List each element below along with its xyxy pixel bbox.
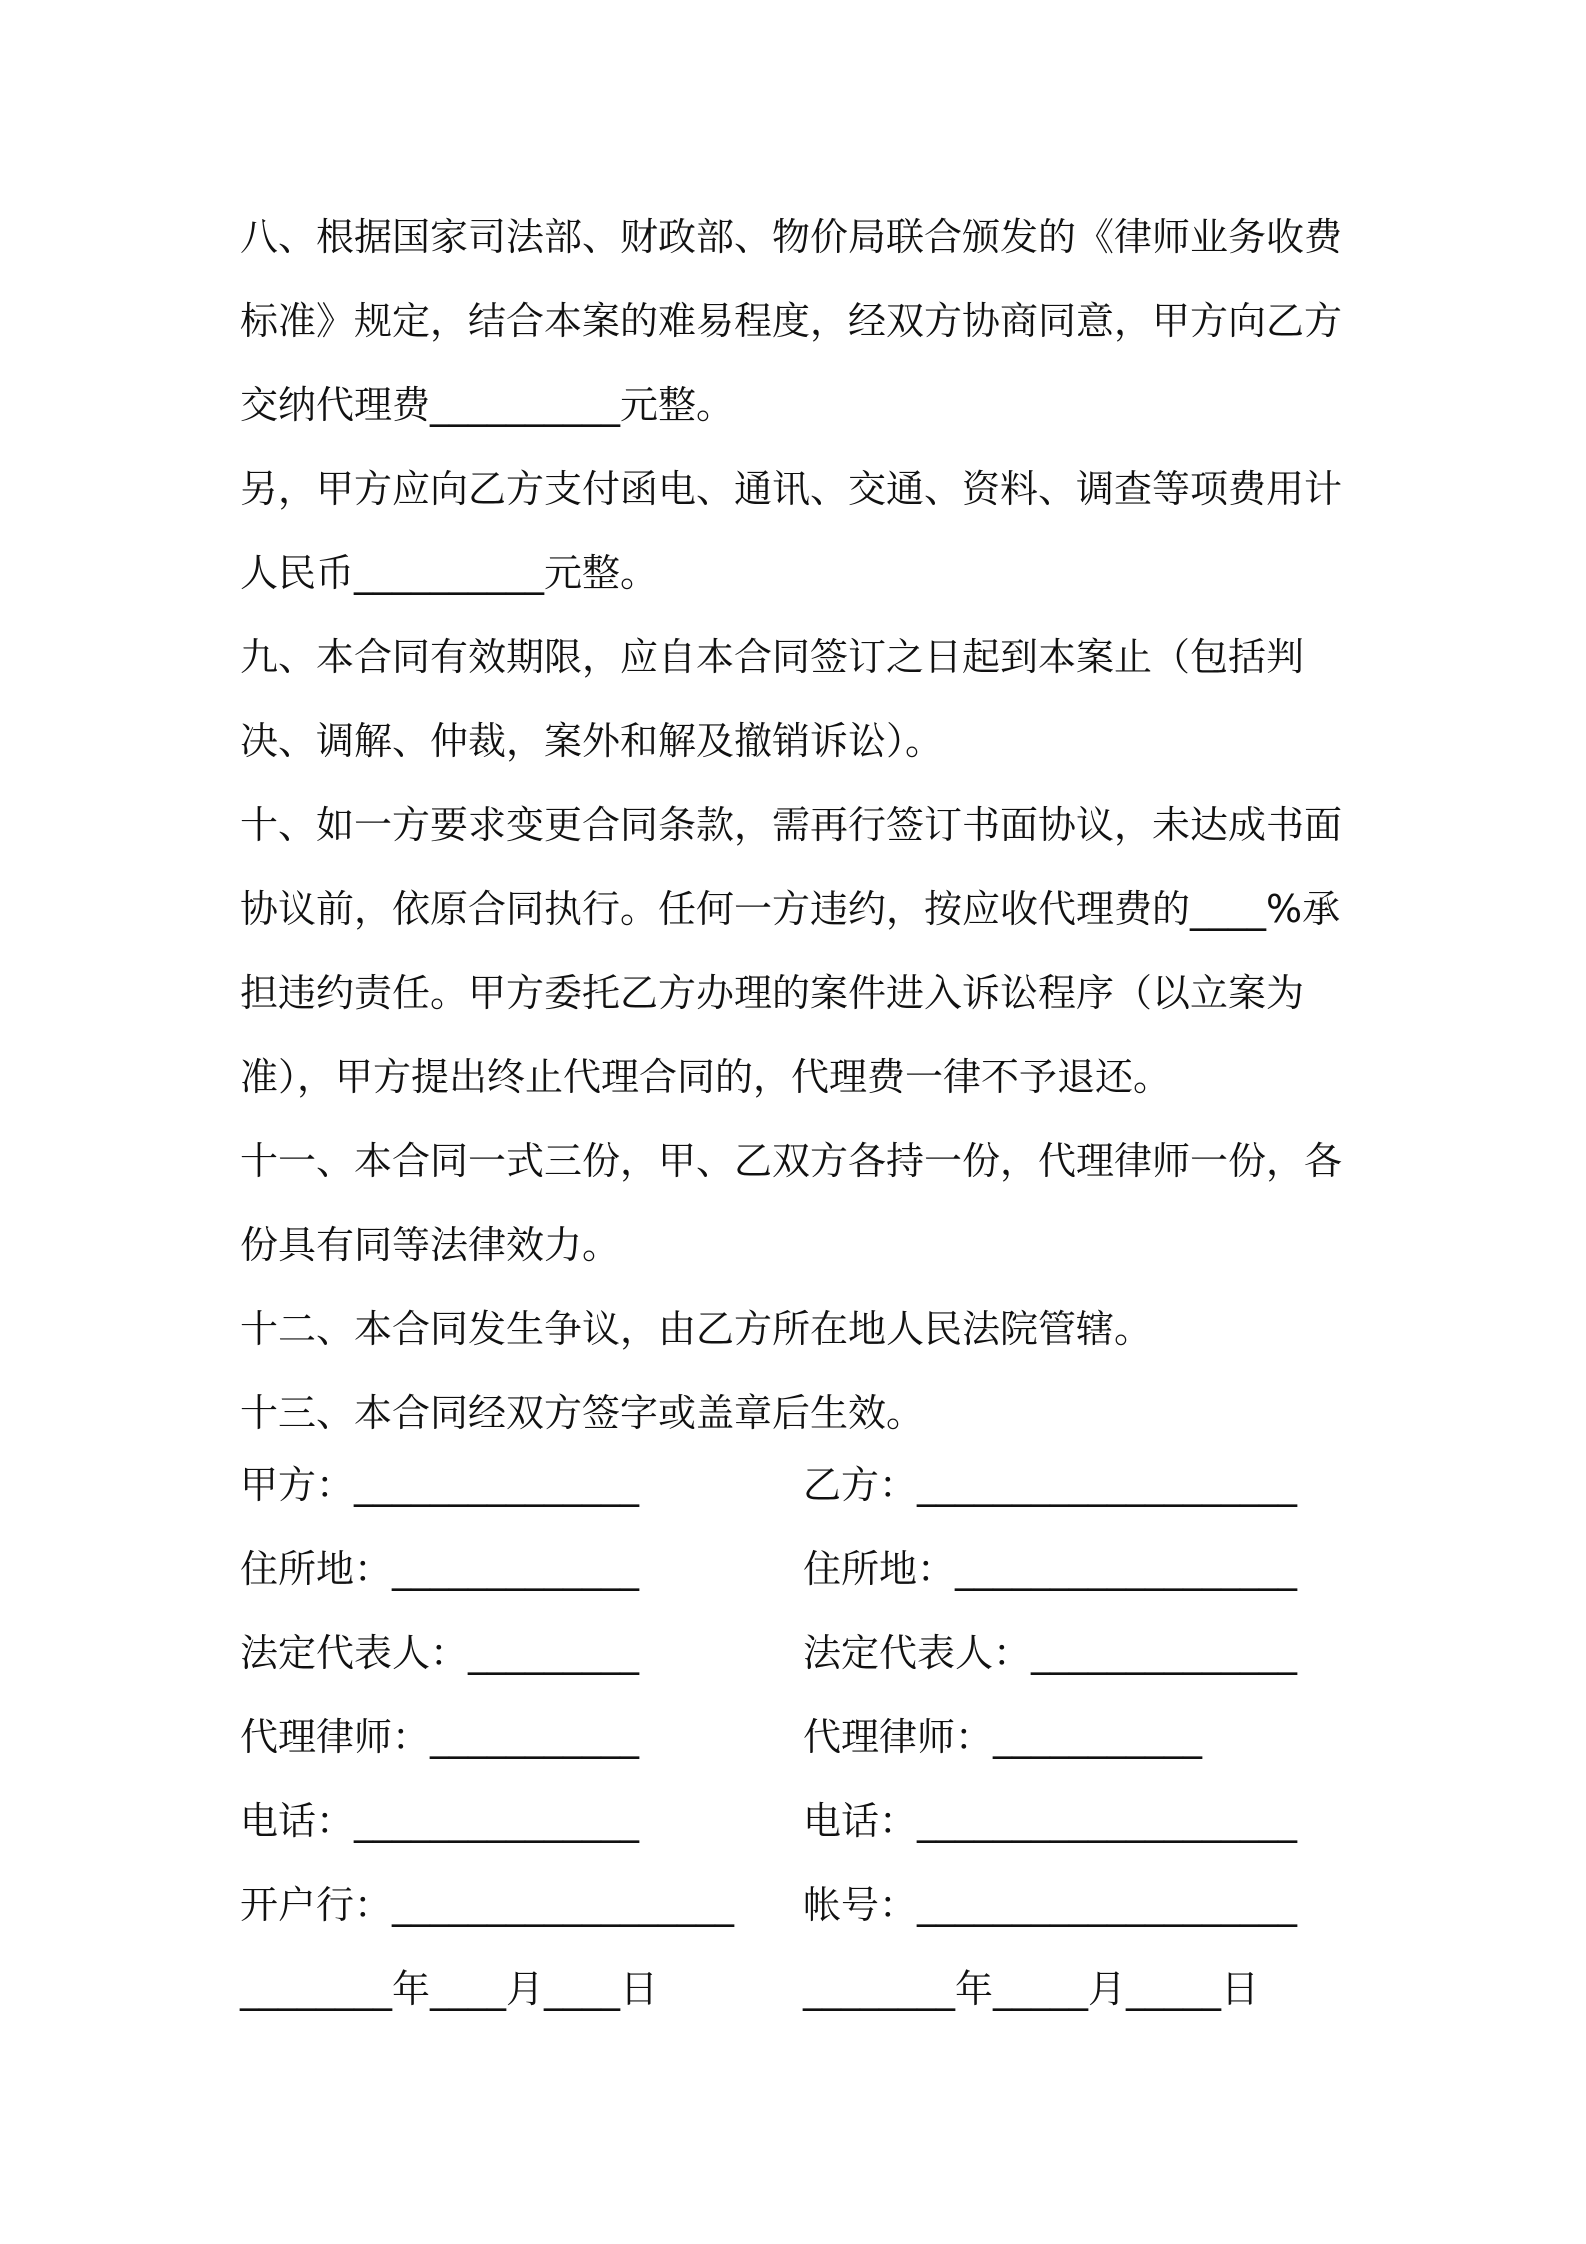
account-b-line: 帐号：____________________: [803, 1883, 1298, 1927]
clause-jurisdiction: 十二、本合同发生争议，由乙方所在地人民法院管辖。: [240, 1307, 1153, 1351]
clause-extra-fees: 另，甲方应向乙方支付函电、通讯、交通、资料、调查等项费用计人民币__________元整。: [240, 467, 1343, 595]
date-a-line: ________年____月____日: [240, 1967, 659, 2011]
signature-row-representative: [240, 1611, 1370, 1695]
date-b-line: ________年_____月_____日: [803, 1967, 1260, 2011]
signature-row-address: [240, 1527, 1370, 1611]
phone-a-line: 电话：_______________: [240, 1799, 640, 1843]
signature-row-bank: [240, 1863, 1370, 1947]
lawyer-b-line: 代理律师：___________: [803, 1715, 1203, 1759]
address-b-line: 住所地：__________________: [803, 1547, 1298, 1591]
phone-b-line: 电话：____________________: [803, 1799, 1298, 1843]
clause-fee: 八、根据国家司法部、财政部、物价局联合颁发的《律师业务收费标准》规定，结合本案的难易程度，经双方协商同意，甲方向乙方交纳代理费__________元整。: [240, 215, 1343, 427]
party-b-line: 乙方：____________________: [803, 1463, 1298, 1507]
lawyer-a-line: 代理律师：___________: [240, 1715, 640, 1759]
bank-a-line: 开户行：__________________: [240, 1883, 735, 1927]
clause-validity: 九、本合同有效期限，应自本合同签订之日起到本案止（包括判决、调解、仲裁，案外和解及撤销诉讼）。: [240, 635, 1305, 763]
signature-block: [240, 1443, 1370, 2031]
clause-effective: 十三、本合同经双方签字或盖章后生效。: [240, 1391, 925, 1435]
signature-row-date: [240, 1947, 1370, 2031]
signature-row-phone: [240, 1779, 1370, 1863]
representative-a-line: 法定代表人：_________: [240, 1631, 640, 1675]
signature-row-party: [240, 1443, 1370, 1527]
representative-b-line: 法定代表人：______________: [803, 1631, 1298, 1675]
clause-copies: 十一、本合同一式三份，甲、乙双方各持一份，代理律师一份，各份具有同等法律效力。: [240, 1139, 1343, 1267]
party-a-line: 甲方：_______________: [240, 1463, 640, 1507]
signature-row-lawyer: [240, 1695, 1370, 1779]
contract-clauses: [240, 195, 1370, 1455]
address-a-line: 住所地：_____________: [240, 1547, 640, 1591]
clause-amendment: 十、如一方要求变更合同条款，需再行签订书面协议，未达成书面协议前，依原合同执行。任何一方违约，按应收代理费的____%承担违约责任。甲方委托乙方办理的案件进入诉讼程序（以立案为准），甲方提出终止代理合同的，代理费一律不予退还。: [240, 803, 1343, 1099]
